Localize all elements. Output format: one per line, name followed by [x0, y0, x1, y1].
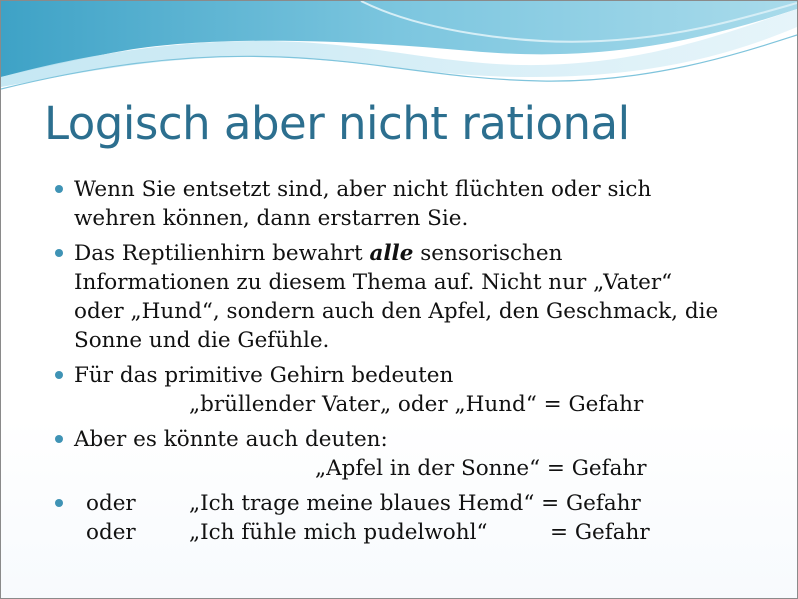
- bullet-2-line-4: Sonne und die Gefühle.: [74, 328, 330, 353]
- bullet-5-row-2-word: oder: [86, 520, 136, 545]
- bullet-4-line-1: Aber es könnte auch deuten:: [74, 427, 388, 452]
- bullet-dot-icon: [55, 371, 63, 379]
- bullet-1-line-1: Wenn Sie entsetzt sind, aber nicht flüchten oder sich: [74, 177, 652, 202]
- bullet-dot-icon: [55, 435, 63, 443]
- wave-header-decoration: [1, 1, 797, 101]
- slide-title: Logisch aber nicht rational: [44, 97, 630, 150]
- bullet-item-4: [53, 425, 773, 483]
- bullet-item-1: [53, 175, 773, 233]
- bullet-5-row-2-phrase: „Ich fühle mich pudelwohl“: [189, 520, 488, 545]
- bullet-2-line-3: oder „Hund“, sondern auch den Apfel, den Geschmack, die: [74, 299, 719, 324]
- bullet-5-row-1-word: oder: [86, 491, 136, 516]
- bullet-dot-icon: [55, 249, 63, 257]
- bullet-2-text-post: sensorischen: [413, 241, 563, 266]
- bullet-5-row-2-result: = Gefahr: [550, 520, 650, 545]
- bullet-5-row-1: [74, 489, 773, 518]
- bullet-5-row-1-phrase: „Ich trage meine blaues Hemd“ = Gefahr: [189, 491, 641, 516]
- bullet-item-2: [53, 239, 773, 355]
- bullet-dot-icon: [55, 185, 63, 193]
- bullet-item-5: [53, 489, 773, 547]
- bullet-5-row-2: [74, 518, 773, 547]
- bullet-dot-icon: [55, 499, 63, 507]
- bullet-2-emphasis: alle: [369, 241, 414, 266]
- bullet-4-line-2: „Apfel in der Sonne“ = Gefahr: [315, 456, 647, 481]
- bullet-3-line-1: Für das primitive Gehirn bedeuten: [74, 363, 454, 388]
- bullet-item-3: [53, 361, 773, 419]
- bullet-1-line-2: wehren können, dann erstarren Sie.: [74, 206, 469, 231]
- bullet-3-line-2: „brüllender Vater„ oder „Hund“ = Gefahr: [189, 392, 644, 417]
- bullet-2-line-1: [74, 239, 773, 268]
- bullet-2-line-2: Informationen zu diesem Thema auf. Nicht nur „Vater“: [74, 270, 673, 295]
- bullet-2-text-pre: Das Reptilienhirn bewahrt: [74, 241, 370, 266]
- bullet-list: [53, 175, 773, 553]
